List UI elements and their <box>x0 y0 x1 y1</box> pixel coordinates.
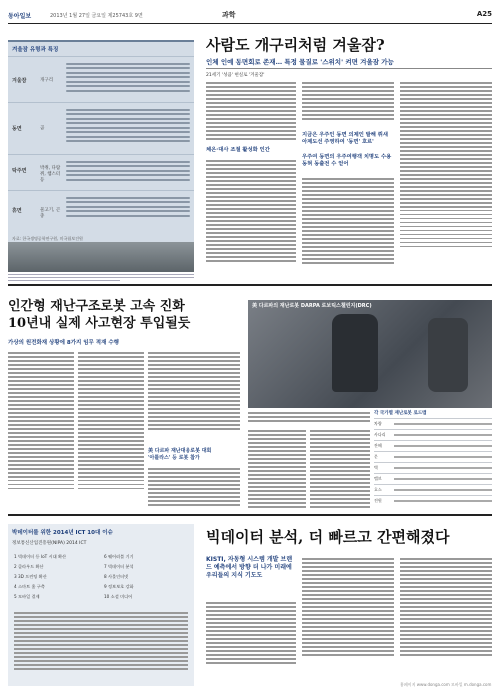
list-item: 5 모바일 결제 <box>14 594 40 599</box>
article-column <box>206 80 296 142</box>
bigdata-subhead: KISTI, 자동형 시스템 개발 브랜드 예측에서 방향 더 나가 미래에 우리들의 지식 기도도 <box>206 556 293 579</box>
list-item: 6 웨어러블 기기 <box>104 554 134 559</box>
article-column <box>248 428 306 510</box>
pull-quote-line1: 美 다르파 재난대응로봇 대회 <box>148 448 212 454</box>
photo-caption <box>8 272 194 280</box>
article-credit: 21세기 '성큼' 현실로 '겨울잠' <box>206 73 265 78</box>
table-source: 자료: 한국생명공학연구원, 미국립보건원 <box>12 236 83 241</box>
robot-figure <box>428 318 468 392</box>
row-category: 탁주면 <box>12 168 27 174</box>
section-rule <box>8 514 492 516</box>
table-row <box>374 429 492 440</box>
row-label: 잔해 <box>374 443 382 448</box>
row-category: 휴면 <box>12 208 22 214</box>
table-title: 각 국가별 재난로봇 로드맵 <box>374 411 427 416</box>
table-row <box>374 473 492 484</box>
list-item: 10 소셜 미디어 <box>104 594 133 599</box>
table-row <box>374 451 492 462</box>
row-example: 박쥐, 다람쥐, 햄스터 등 <box>40 166 61 183</box>
table-row <box>374 484 492 495</box>
row-example: 개구리 <box>40 78 54 83</box>
robot-photo <box>248 300 492 408</box>
roadmap-table <box>374 408 492 506</box>
photo-image <box>8 242 194 272</box>
top-headline: 사람도 개구리처럼 겨울잠? <box>206 36 385 54</box>
section-name: 과학 <box>222 11 236 19</box>
ict-issues-box <box>8 524 194 686</box>
article-subhead: 우주여 동면의 우주여행객 치명도 수용 동혀 동출전 수 얻어 <box>302 154 392 167</box>
row-label: 전원 <box>374 498 382 503</box>
photo-caption <box>248 410 370 424</box>
row-text <box>66 106 190 145</box>
article-column <box>206 600 296 666</box>
robot-headline <box>8 298 190 332</box>
page-footer: 홈페이지 www.donga.com 모바일 m.donga.com <box>400 682 492 687</box>
row-text <box>66 194 190 219</box>
table-row <box>8 190 194 234</box>
article-column <box>8 350 74 492</box>
header-rule <box>8 23 492 24</box>
page-header <box>8 10 492 22</box>
pull-quote <box>148 448 240 462</box>
page-number: A25 <box>476 10 492 18</box>
row-category: 겨울잠 <box>12 78 27 84</box>
row-label: 차량 <box>374 421 382 426</box>
article-column <box>400 556 492 658</box>
table-title: 겨울잠 유형과 특징 <box>12 47 59 53</box>
table-row <box>8 154 194 190</box>
robot-subhead: 가상의 원전화재 상황에 8가지 임무 적재 수행 <box>8 340 119 346</box>
table-row <box>8 56 194 102</box>
list-item: 1 빅데이터 등 IoT 시대 확산 <box>14 554 67 559</box>
list-item: 3 3D 프린팅 확산 <box>14 574 47 579</box>
article-column <box>302 556 394 658</box>
article-subhead: 지금은 우주인 동면 의제인 발해 뤼새 아제도선 주영하여 '동면' 호르' <box>302 132 388 145</box>
article-column <box>206 158 296 264</box>
list-item: 9 정보보호 강화 <box>104 584 134 589</box>
article-column <box>310 428 370 510</box>
list-item: 7 빅데이터 분석 <box>104 564 134 569</box>
bigdata-headline: 빅데이터 분석, 더 빠르고 간편해졌다 <box>206 528 450 546</box>
article-column <box>148 350 240 432</box>
divider <box>206 68 492 69</box>
row-category: 동면 <box>12 126 22 132</box>
box-subtitle: 정보통신산업진흥원(NIPA) 2014 ICT <box>12 541 87 546</box>
pull-quote-line2: '아틀라스' 등 로봇 참가 <box>148 455 200 461</box>
robot-figure <box>332 314 378 392</box>
table-row <box>374 418 492 429</box>
row-label: 사다리 <box>374 432 386 437</box>
list-item: 4 스마트 홈 구축 <box>14 584 45 589</box>
table-row <box>374 440 492 451</box>
table-row <box>374 495 492 506</box>
newspaper-logo: 동아일보 <box>8 13 32 20</box>
list-item: 8 사물인터넷 <box>104 574 129 579</box>
row-example: 물고기, 곤충 <box>40 208 61 219</box>
table-row <box>8 102 194 154</box>
row-label: 호스 <box>374 487 382 492</box>
robot-headline-line1: 인간형 재난구조로봇 고속 진화 <box>8 299 185 314</box>
robot-headline-line2: 10년내 실제 사고현장 투입될듯 <box>8 316 191 331</box>
article-column <box>302 80 394 122</box>
hibernation-photo <box>8 246 194 276</box>
hibernation-table <box>8 40 194 245</box>
top-subhead: 인체 인예 동면회로 존재… 특정 물질로 '스위치' 켜면 겨울잠 가능 <box>206 58 394 66</box>
photo-label: 美 다르파의 재난로봇 DARPA 로보틱스챌린지(DRC) <box>252 303 372 309</box>
row-example: 곰 <box>40 126 45 131</box>
article-column <box>148 466 240 508</box>
table-row <box>374 462 492 473</box>
article-column <box>78 350 144 492</box>
row-text <box>66 158 190 183</box>
row-label: 밸브 <box>374 476 382 481</box>
box-text <box>14 610 188 672</box>
row-label: 문 <box>374 454 378 459</box>
issue-meta: 2013년 1월 27일 금요일 제25743호 9면 <box>50 13 143 19</box>
article-column <box>400 80 492 250</box>
article-subhead: 체온·대사 조절 활성화 인간 <box>206 147 270 153</box>
row-label: 벽 <box>374 465 378 470</box>
box-title: 박데이터를 위한 2014년 ICT 10대 이슈 <box>12 530 113 536</box>
row-text <box>66 60 190 94</box>
article-column <box>302 176 394 266</box>
section-rule <box>8 284 492 286</box>
list-item: 2 클라우드 확산 <box>14 564 44 569</box>
